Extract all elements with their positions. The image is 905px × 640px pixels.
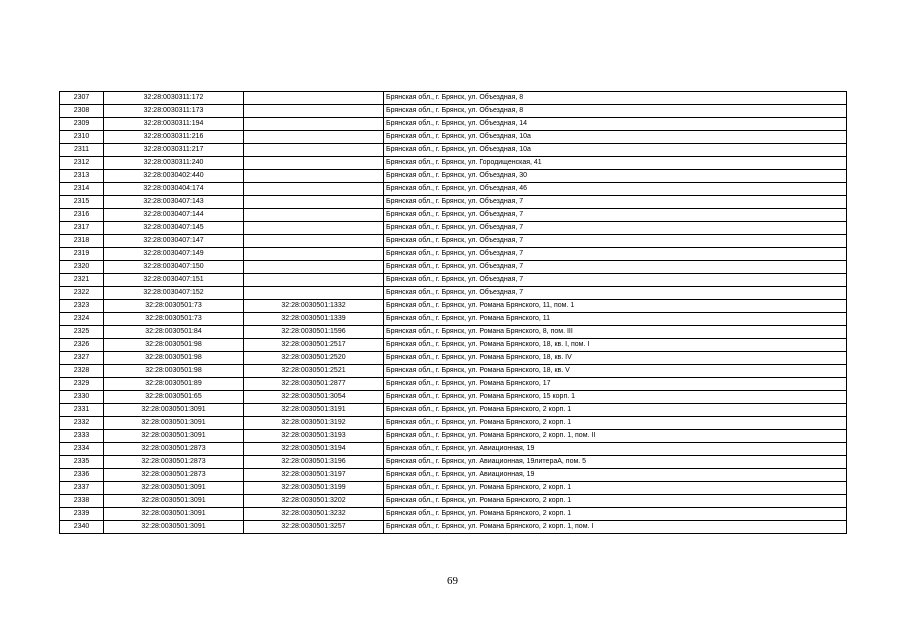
object-cadastral-number-cell	[244, 170, 384, 183]
parcel-cadastral-number-cell: 32:28:0030501:65	[104, 391, 244, 404]
table-row	[60, 118, 847, 131]
address-cell: Брянская обл., г. Брянск, ул. Романа Брянского, 2 корп. 1	[384, 404, 847, 417]
address-cell: Брянская обл., г. Брянск, ул. Романа Брянского, 11, пом. 1	[384, 300, 847, 313]
parcel-cadastral-number-cell: 32:28:0030501:73	[104, 300, 244, 313]
parcel-table-body	[60, 92, 847, 534]
table-row	[60, 352, 847, 365]
row-number-cell: 2323	[60, 300, 104, 313]
table-row	[60, 339, 847, 352]
object-cadastral-number-cell	[244, 144, 384, 157]
parcel-cadastral-number-cell: 32:28:0030501:84	[104, 326, 244, 339]
table-row	[60, 131, 847, 144]
address-cell: Брянская обл., г. Брянск, ул. Романа Брянского, 18, кв. V	[384, 365, 847, 378]
parcel-cadastral-number-cell: 32:28:0030501:3091	[104, 521, 244, 534]
table-row	[60, 469, 847, 482]
parcel-cadastral-number-cell: 32:28:0030501:98	[104, 339, 244, 352]
address-cell: Брянская обл., г. Брянск, ул. Объездная, 7	[384, 222, 847, 235]
address-cell: Брянская обл., г. Брянск, ул. Романа Брянского, 2 корп. 1, пом. II	[384, 430, 847, 443]
parcel-cadastral-number-cell: 32:28:0030311:173	[104, 105, 244, 118]
parcel-cadastral-number-cell: 32:28:0030311:216	[104, 131, 244, 144]
table-row	[60, 248, 847, 261]
parcel-cadastral-number-cell: 32:28:0030407:151	[104, 274, 244, 287]
address-cell: Брянская обл., г. Брянск, ул. Романа Брянского, 17	[384, 378, 847, 391]
object-cadastral-number-cell: 32:28:0030501:3202	[244, 495, 384, 508]
address-cell: Брянская обл., г. Брянск, ул. Объездная, 30	[384, 170, 847, 183]
table-row	[60, 378, 847, 391]
parcel-cadastral-number-cell: 32:28:0030407:147	[104, 235, 244, 248]
page-number: 69	[447, 575, 458, 587]
address-cell: Брянская обл., г. Брянск, ул. Объездная, 10а	[384, 131, 847, 144]
object-cadastral-number-cell: 32:28:0030501:3054	[244, 391, 384, 404]
object-cadastral-number-cell: 32:28:0030501:3196	[244, 456, 384, 469]
row-number-cell: 2331	[60, 404, 104, 417]
parcel-cadastral-number-cell: 32:28:0030407:152	[104, 287, 244, 300]
row-number-cell: 2318	[60, 235, 104, 248]
parcel-cadastral-number-cell: 32:28:0030311:217	[104, 144, 244, 157]
address-cell: Брянская обл., г. Брянск, ул. Объездная, 8	[384, 105, 847, 118]
table-row	[60, 287, 847, 300]
table-row	[60, 391, 847, 404]
parcel-cadastral-number-cell: 32:28:0030407:143	[104, 196, 244, 209]
object-cadastral-number-cell	[244, 261, 384, 274]
address-cell: Брянская обл., г. Брянск, ул. Объездная, 7	[384, 235, 847, 248]
table-row	[60, 365, 847, 378]
row-number-cell: 2328	[60, 365, 104, 378]
object-cadastral-number-cell: 32:28:0030501:1596	[244, 326, 384, 339]
parcel-cadastral-number-cell: 32:28:0030311:194	[104, 118, 244, 131]
table-row	[60, 92, 847, 105]
object-cadastral-number-cell: 32:28:0030501:1339	[244, 313, 384, 326]
parcel-cadastral-number-cell: 32:28:0030501:73	[104, 313, 244, 326]
address-cell: Брянская обл., г. Брянск, ул. Романа Брянского, 2 корп. 1, пом. I	[384, 521, 847, 534]
object-cadastral-number-cell: 32:28:0030501:3257	[244, 521, 384, 534]
object-cadastral-number-cell	[244, 209, 384, 222]
object-cadastral-number-cell	[244, 183, 384, 196]
row-number-cell: 2329	[60, 378, 104, 391]
row-number-cell: 2324	[60, 313, 104, 326]
row-number-cell: 2340	[60, 521, 104, 534]
address-cell: Брянская обл., г. Брянск, ул. Авиационная, 19	[384, 469, 847, 482]
row-number-cell: 2338	[60, 495, 104, 508]
parcel-cadastral-number-cell: 32:28:0030407:144	[104, 209, 244, 222]
parcel-cadastral-number-cell: 32:28:0030404:174	[104, 183, 244, 196]
object-cadastral-number-cell: 32:28:0030501:3192	[244, 417, 384, 430]
address-cell: Брянская обл., г. Брянск, ул. Романа Брянского, 11	[384, 313, 847, 326]
address-cell: Брянская обл., г. Брянск, ул. Романа Брянского, 2 корп. 1	[384, 417, 847, 430]
table-row	[60, 313, 847, 326]
row-number-cell: 2314	[60, 183, 104, 196]
address-cell: Брянская обл., г. Брянск, ул. Объездная, 7	[384, 287, 847, 300]
object-cadastral-number-cell: 32:28:0030501:2517	[244, 339, 384, 352]
row-number-cell: 2326	[60, 339, 104, 352]
object-cadastral-number-cell: 32:28:0030501:3193	[244, 430, 384, 443]
table-row	[60, 209, 847, 222]
object-cadastral-number-cell: 32:28:0030501:1332	[244, 300, 384, 313]
address-cell: Брянская обл., г. Брянск, ул. Объездная, 7	[384, 248, 847, 261]
object-cadastral-number-cell	[244, 92, 384, 105]
object-cadastral-number-cell: 32:28:0030501:3194	[244, 443, 384, 456]
row-number-cell: 2312	[60, 157, 104, 170]
row-number-cell: 2337	[60, 482, 104, 495]
table-row	[60, 430, 847, 443]
parcel-cadastral-number-cell: 32:28:0030501:3091	[104, 482, 244, 495]
address-cell: Брянская обл., г. Брянск, ул. Объездная, 46	[384, 183, 847, 196]
address-cell: Брянская обл., г. Брянск, ул. Романа Брянского, 2 корп. 1	[384, 508, 847, 521]
table-row	[60, 495, 847, 508]
row-number-cell: 2319	[60, 248, 104, 261]
row-number-cell: 2339	[60, 508, 104, 521]
parcel-cadastral-number-cell: 32:28:0030501:89	[104, 378, 244, 391]
object-cadastral-number-cell: 32:28:0030501:2520	[244, 352, 384, 365]
object-cadastral-number-cell	[244, 131, 384, 144]
parcel-cadastral-number-cell: 32:28:0030311:172	[104, 92, 244, 105]
object-cadastral-number-cell	[244, 118, 384, 131]
address-cell: Брянская обл., г. Брянск, ул. Объездная, 7	[384, 261, 847, 274]
table-row	[60, 261, 847, 274]
object-cadastral-number-cell	[244, 287, 384, 300]
object-cadastral-number-cell: 32:28:0030501:2521	[244, 365, 384, 378]
table-row	[60, 443, 847, 456]
table-row	[60, 417, 847, 430]
row-number-cell: 2333	[60, 430, 104, 443]
object-cadastral-number-cell	[244, 274, 384, 287]
row-number-cell: 2325	[60, 326, 104, 339]
object-cadastral-number-cell	[244, 235, 384, 248]
row-number-cell: 2309	[60, 118, 104, 131]
address-cell: Брянская обл., г. Брянск, ул. Авиационная, 19	[384, 443, 847, 456]
address-cell: Брянская обл., г. Брянск, ул. Объездная, 7	[384, 274, 847, 287]
parcel-cadastral-number-cell: 32:28:0030311:240	[104, 157, 244, 170]
table-row	[60, 456, 847, 469]
parcel-cadastral-number-cell: 32:28:0030501:98	[104, 365, 244, 378]
row-number-cell: 2336	[60, 469, 104, 482]
address-cell: Брянская обл., г. Брянск, ул. Объездная, 8	[384, 92, 847, 105]
table-row	[60, 235, 847, 248]
parcel-cadastral-number-cell: 32:28:0030402:440	[104, 170, 244, 183]
row-number-cell: 2330	[60, 391, 104, 404]
row-number-cell: 2307	[60, 92, 104, 105]
object-cadastral-number-cell	[244, 248, 384, 261]
parcel-cadastral-number-cell: 32:28:0030501:3091	[104, 495, 244, 508]
object-cadastral-number-cell: 32:28:0030501:2877	[244, 378, 384, 391]
address-cell: Брянская обл., г. Брянск, ул. Романа Брянского, 2 корп. 1	[384, 495, 847, 508]
address-cell: Брянская обл., г. Брянск, ул. Объездная, 7	[384, 196, 847, 209]
row-number-cell: 2308	[60, 105, 104, 118]
row-number-cell: 2334	[60, 443, 104, 456]
address-cell: Брянская обл., г. Брянск, ул. Объездная, 10а	[384, 144, 847, 157]
object-cadastral-number-cell: 32:28:0030501:3199	[244, 482, 384, 495]
address-cell: Брянская обл., г. Брянск, ул. Романа Брянского, 18, кв. I, пом. I	[384, 339, 847, 352]
parcel-cadastral-number-cell: 32:28:0030501:3091	[104, 404, 244, 417]
parcel-cadastral-number-cell: 32:28:0030501:2873	[104, 469, 244, 482]
table-row	[60, 300, 847, 313]
address-cell: Брянская обл., г. Брянск, ул. Городищенская, 41	[384, 157, 847, 170]
address-cell: Брянская обл., г. Брянск, ул. Романа Брянского, 18, кв. IV	[384, 352, 847, 365]
table-row	[60, 404, 847, 417]
table-row	[60, 274, 847, 287]
address-cell: Брянская обл., г. Брянск, ул. Романа Брянского, 8, пом. III	[384, 326, 847, 339]
table-row	[60, 183, 847, 196]
parcel-cadastral-number-cell: 32:28:0030501:3091	[104, 508, 244, 521]
table-row	[60, 482, 847, 495]
object-cadastral-number-cell: 32:28:0030501:3232	[244, 508, 384, 521]
address-cell: Брянская обл., г. Брянск, ул. Романа Брянского, 15 корп. 1	[384, 391, 847, 404]
parcel-cadastral-number-cell: 32:28:0030407:145	[104, 222, 244, 235]
row-number-cell: 2313	[60, 170, 104, 183]
row-number-cell: 2320	[60, 261, 104, 274]
table-row	[60, 157, 847, 170]
object-cadastral-number-cell	[244, 222, 384, 235]
row-number-cell: 2327	[60, 352, 104, 365]
table-row	[60, 521, 847, 534]
parcel-cadastral-number-cell: 32:28:0030407:150	[104, 261, 244, 274]
row-number-cell: 2332	[60, 417, 104, 430]
object-cadastral-number-cell: 32:28:0030501:3197	[244, 469, 384, 482]
table-row	[60, 170, 847, 183]
object-cadastral-number-cell	[244, 196, 384, 209]
parcel-cadastral-number-cell: 32:28:0030501:3091	[104, 430, 244, 443]
table-row	[60, 326, 847, 339]
parcel-cadastral-number-cell: 32:28:0030501:98	[104, 352, 244, 365]
row-number-cell: 2322	[60, 287, 104, 300]
row-number-cell: 2321	[60, 274, 104, 287]
object-cadastral-number-cell	[244, 157, 384, 170]
row-number-cell: 2311	[60, 144, 104, 157]
address-cell: Брянская обл., г. Брянск, ул. Объездная, 7	[384, 209, 847, 222]
address-cell: Брянская обл., г. Брянск, ул. Объездная, 14	[384, 118, 847, 131]
row-number-cell: 2310	[60, 131, 104, 144]
parcel-cadastral-number-cell: 32:28:0030501:3091	[104, 417, 244, 430]
parcel-table	[59, 91, 847, 534]
row-number-cell: 2335	[60, 456, 104, 469]
row-number-cell: 2317	[60, 222, 104, 235]
row-number-cell: 2315	[60, 196, 104, 209]
row-number-cell: 2316	[60, 209, 104, 222]
table-row	[60, 222, 847, 235]
table-row	[60, 196, 847, 209]
address-cell: Брянская обл., г. Брянск, ул. Романа Брянского, 2 корп. 1	[384, 482, 847, 495]
parcel-cadastral-number-cell: 32:28:0030407:149	[104, 248, 244, 261]
parcel-cadastral-number-cell: 32:28:0030501:2873	[104, 443, 244, 456]
address-cell: Брянская обл., г. Брянск, ул. Авиационная, 19литераА, пом. 5	[384, 456, 847, 469]
table-row	[60, 508, 847, 521]
object-cadastral-number-cell: 32:28:0030501:3191	[244, 404, 384, 417]
table-row	[60, 144, 847, 157]
parcel-cadastral-number-cell: 32:28:0030501:2873	[104, 456, 244, 469]
object-cadastral-number-cell	[244, 105, 384, 118]
table-row	[60, 105, 847, 118]
